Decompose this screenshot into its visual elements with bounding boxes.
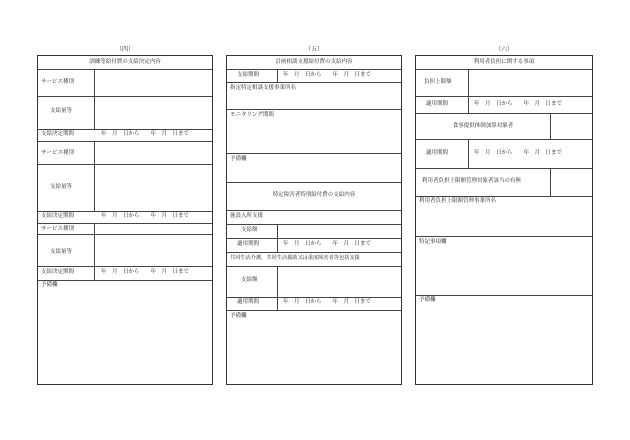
office-label: 指定特定相談支援事業所名	[230, 85, 297, 91]
group-home-period-label: 適用期間	[237, 299, 260, 305]
facility-label: 施設入所支援	[230, 213, 264, 219]
burden-period-label-1: 適用期間	[426, 101, 449, 107]
panel6-title: 利用者負担に関する事項	[473, 59, 535, 65]
panel5-remarks-2: 予備欄	[230, 313, 247, 319]
burden-limit-label: 負担上限額	[424, 79, 452, 85]
manage-target-label: 利用者負担上限額管理対象者該当の有無	[422, 178, 522, 184]
group-home-amount-label: 支給額	[241, 277, 258, 283]
burden-period-range-2: 年 月 日から 年 月 日まで	[474, 150, 563, 156]
facility-amount-label: 支給額	[241, 227, 258, 233]
panel6-remarks: 予備欄	[419, 297, 436, 303]
panel5-number: （五）	[304, 46, 323, 53]
panel-training-benefit	[37, 55, 213, 385]
monitoring-label: モニタリング期間	[230, 112, 274, 118]
period-label-2: 支給決定期間	[41, 213, 75, 219]
meal-target-label: 食事提供体制加算対象者	[452, 123, 514, 129]
panel5-remarks-1: 予備欄	[230, 156, 247, 162]
group-home-label: 共同生活介護、共同生活援助又は重度障害者等包括支援	[230, 255, 360, 261]
burden-period-label-2: 適用期間	[426, 150, 449, 156]
pay-period-range: 年 月 日から 年 月 日まで	[283, 72, 372, 78]
panel6-number: （六）	[494, 46, 513, 53]
service-type-label-2: サービス種別	[41, 150, 75, 156]
panel4-title: 訓練等給付費の支給決定内容	[89, 59, 161, 65]
manage-office-label: 利用者負担上限額管理事業所名	[419, 198, 497, 204]
burden-period-range-1: 年 月 日から 年 月 日まで	[474, 101, 563, 107]
facility-period-range: 年 月 日から 年 月 日まで	[283, 241, 372, 247]
period-range-2: 年 月 日から 年 月 日まで	[101, 213, 190, 219]
service-type-label-1: サービス種別	[41, 79, 75, 85]
panel4-remarks: 予備欄	[41, 282, 58, 288]
period-label-3: 支給決定期間	[41, 269, 75, 275]
panel-plan-consultation	[226, 55, 402, 385]
service-type-label-3: サービス種別	[41, 226, 75, 232]
special-benefit-title: 特定障害者特別給付費の支給内容	[272, 192, 356, 198]
facility-period-label: 適用期間	[237, 241, 260, 247]
period-label-1: 支給決定期間	[41, 131, 75, 137]
pay-period-label: 支給期間	[237, 72, 260, 78]
panel-user-burden	[415, 55, 593, 385]
panel4-number: （四）	[115, 46, 134, 53]
group-home-period-range: 年 月 日から 年 月 日まで	[283, 299, 372, 305]
amount-label-1: 支給量等	[50, 108, 73, 114]
period-range-3: 年 月 日から 年 月 日まで	[101, 269, 190, 275]
amount-label-2: 支給量等	[50, 184, 73, 190]
period-range-1: 年 月 日から 年 月 日まで	[101, 131, 190, 137]
special-notes-label: 特記事項欄	[419, 239, 447, 245]
amount-label-3: 支給量等	[50, 249, 73, 255]
panel5-title: 計画相談支援給付費の支給内容	[275, 59, 353, 65]
